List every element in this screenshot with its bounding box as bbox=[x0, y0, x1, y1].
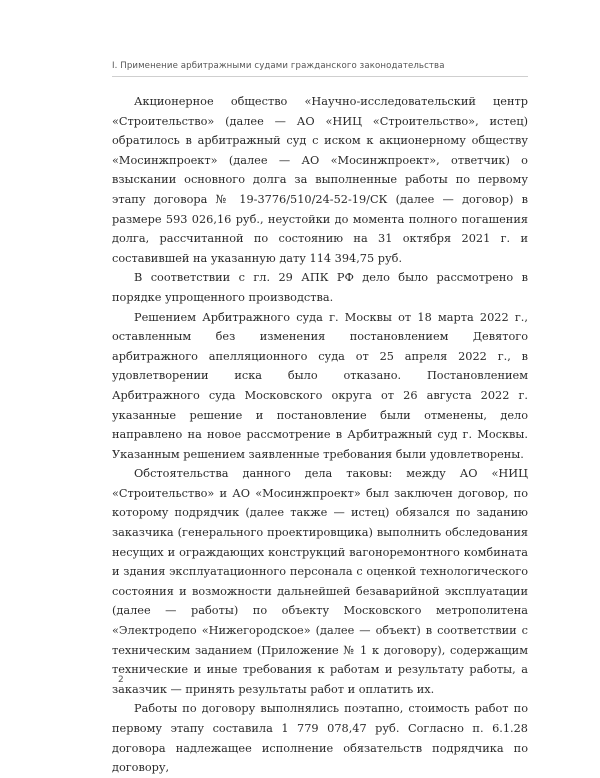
paragraph-5: Работы по договору выполнялись поэтапно, стоимость работ по первому этапу составила 1 779 078,47 руб. Согласно п. 6.1.28 договора надлежащее исполнение обязательств подрядчика по договору, bbox=[112, 702, 528, 775]
paragraph-3: Решением Арбитражного суда г. Москвы от 18 марта 2022 г., оставленным без изменения постановлением Девятого арбитражного апелляционного суда от 25 апреля 2022 г., в удовлетворении иска было отказано. Постановлением Арбитражного суда Московского округа от 26 августа 2022 г. указанные решение и постановление были отменены, дело направлено на новое рассмотрение в Арбитражный суд г. Москвы. Указанным решением заявленные требования были удовлетворены. bbox=[112, 310, 528, 461]
paragraph-1: Акционерное общество «Научно-исследовательский центр «Строительство» (далее — АО «НИЦ «Строительство», истец) обратилось в арбитражный суд с иском к акционерному обществу «Мосинжпроект» (далее — АО «Мосинжпроект», ответчик) о взыскании основного долга за выполненные работы по первому этапу договора № 19-3776/510/24-52-19/СК (далее — договор) в размере 593 026,16 руб., неустойки до момента полного погашения долга, рассчитанной по состоянию на 31 октября 2021 г. и составившей на указанную дату 114 394,75 руб. bbox=[112, 95, 528, 265]
paragraph-4: Обстоятельства данного дела таковы: между АО «НИЦ «Строительство» и АО «Мосинжпроект» был заключен договор, по которому подрядчик (далее также — истец) обязался по заданию заказчика (генерального проектировщика) выполнить обследования несущих и ограждающих конструкций вагоноремонтного комбината и здания эксплуатационного персонала с оценкой технологического состояния и возможности дальнейшей безаварийной эксплуатации (далее — работы) по объекту Московского метрополитена «Электродепо «Нижегородское» (далее — объект) в соответствии с техническим заданием (Приложение № 1 к договору), содержащим технические и иные требования к работам и результату работы, а заказчик — принять результаты работ и оплатить их. bbox=[112, 467, 528, 696]
header-rule bbox=[112, 76, 528, 77]
page-number: 2 bbox=[118, 675, 124, 685]
body-text bbox=[112, 92, 528, 778]
running-header: I. Применение арбитражными судами гражданского законодательства bbox=[112, 61, 445, 71]
paragraph-2: В соответствии с гл. 29 АПК РФ дело было рассмотрено в порядке упрощенного производства. bbox=[112, 271, 528, 304]
